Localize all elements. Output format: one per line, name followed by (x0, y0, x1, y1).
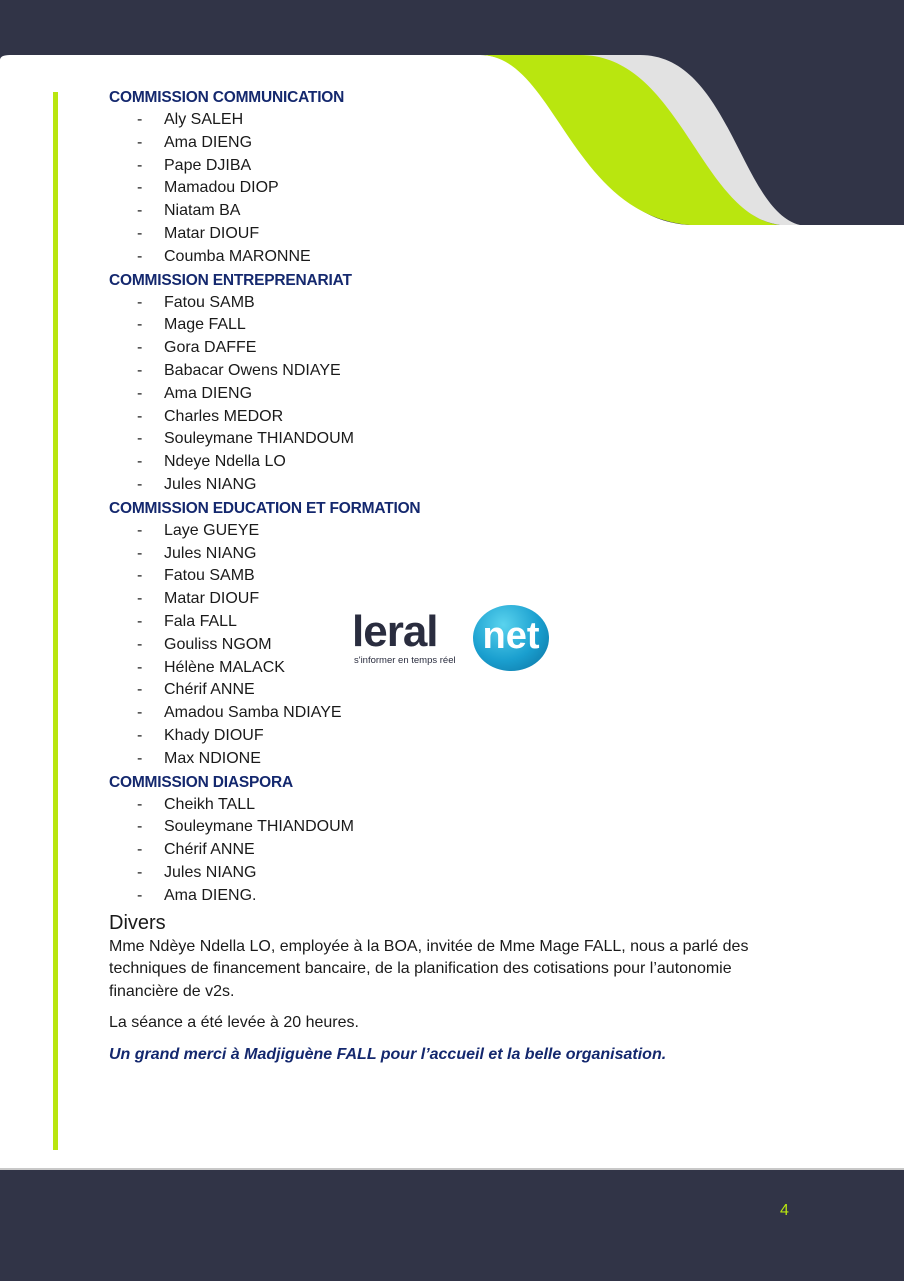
thanks-note: Un grand merci à Madjiguène FALL pour l’accueil et la belle organisation. (109, 1045, 667, 1063)
list-item (109, 292, 809, 315)
logo-brand-suffix: net (482, 615, 540, 657)
member-name: Mamadou DIOP (164, 179, 279, 197)
bullet-dash: - (137, 293, 143, 311)
bullet-dash: - (137, 704, 143, 722)
member-name: Max NDIONE (164, 749, 261, 767)
list-item (109, 816, 809, 839)
document-body (109, 86, 809, 1066)
list-item (109, 406, 809, 429)
list-item (109, 748, 809, 771)
list-item (109, 885, 809, 908)
member-name: Charles MEDOR (164, 407, 284, 425)
bullet-dash: - (137, 316, 143, 334)
list-item (109, 132, 809, 155)
bullet-dash: - (137, 590, 143, 608)
member-name: Laye GUEYE (164, 521, 260, 539)
section-entreprenariat (109, 269, 809, 497)
section-title: COMMISSION DIASPORA (109, 773, 293, 791)
member-name: Matar DIOUF (164, 590, 260, 608)
bullet-dash: - (137, 430, 143, 448)
list-item (109, 839, 809, 862)
bullet-dash: - (137, 658, 143, 676)
bullet-dash: - (137, 224, 143, 242)
list-item (109, 314, 809, 337)
member-name: Ama DIENG (164, 133, 253, 151)
bullet-dash: - (137, 567, 143, 585)
member-name: Hélène MALACK (164, 658, 285, 676)
member-name: Mage FALL (164, 316, 246, 334)
list-item (109, 794, 809, 817)
bullet-dash: - (137, 635, 143, 653)
left-accent-bar (53, 92, 58, 1150)
member-name: Ama DIENG. (164, 886, 257, 904)
list-item (109, 725, 809, 748)
list-item (109, 679, 809, 702)
member-name: Gouliss NGOM (164, 635, 272, 653)
bullet-dash: - (137, 453, 143, 471)
member-name: Niatam BA (164, 202, 241, 220)
member-name: Fatou SAMB (164, 567, 255, 585)
page-number: 4 (780, 1202, 789, 1219)
member-name: Souleymane THIANDOUM (164, 818, 354, 836)
list-item (109, 109, 809, 132)
bullet-dash: - (137, 818, 143, 836)
bullet-dash: - (137, 156, 143, 174)
member-list (109, 794, 809, 908)
bullet-dash: - (137, 475, 143, 493)
member-name: Gora DAFFE (164, 339, 257, 357)
list-item (109, 223, 809, 246)
list-item (109, 383, 809, 406)
section-title: COMMISSION ENTREPRENARIAT (109, 271, 352, 289)
bullet-dash: - (137, 384, 143, 402)
bullet-dash: - (137, 407, 143, 425)
list-item (109, 200, 809, 223)
member-name: Souleymane THIANDOUM (164, 430, 354, 448)
member-list (109, 109, 809, 269)
member-name: Chérif ANNE (164, 681, 255, 699)
bullet-dash: - (137, 361, 143, 379)
member-name: Fala FALL (164, 612, 237, 630)
list-item (109, 428, 809, 451)
bullet-dash: - (137, 521, 143, 539)
logo-tagline: s'informer en temps réel (354, 655, 456, 666)
member-name: Cheikh TALL (164, 795, 256, 813)
member-name: Jules NIANG (164, 544, 257, 562)
bullet-dash: - (137, 841, 143, 859)
member-name: Pape DJIBA (164, 156, 252, 174)
member-name: Ama DIENG (164, 384, 253, 402)
section-divers (109, 910, 809, 1066)
member-name: Amadou Samba NDIAYE (164, 704, 342, 722)
bullet-dash: - (137, 749, 143, 767)
list-item (109, 474, 809, 497)
list-item (109, 543, 809, 566)
list-item (109, 360, 809, 383)
bullet-dash: - (137, 111, 143, 128)
closing-sentence: La séance a été levée à 20 heures. (109, 1014, 359, 1031)
member-name: Khady DIOUF (164, 726, 264, 744)
list-item (109, 702, 809, 725)
member-name: Aly SALEH (164, 111, 244, 128)
list-item (109, 862, 809, 885)
bullet-dash: - (137, 179, 143, 197)
divers-heading: Divers (109, 911, 166, 934)
bullet-dash: - (137, 612, 143, 630)
list-item (109, 246, 809, 269)
leralnet-logo (352, 605, 552, 675)
section-communication (109, 86, 809, 269)
section-title: COMMISSION EDUCATION ET FORMATION (109, 499, 421, 517)
list-item (109, 565, 809, 588)
section-title: COMMISSION COMMUNICATION (109, 89, 345, 106)
bullet-dash: - (137, 202, 143, 220)
member-name: Babacar Owens NDIAYE (164, 361, 341, 379)
logo-brand-text: leral (352, 607, 438, 656)
member-name: Jules NIANG (164, 475, 257, 493)
member-name: Fatou SAMB (164, 293, 255, 311)
bullet-dash: - (137, 863, 143, 881)
bullet-dash: - (137, 339, 143, 357)
list-item (109, 337, 809, 360)
list-item (109, 155, 809, 178)
member-list (109, 292, 809, 497)
member-name: Coumba MARONNE (164, 247, 311, 265)
list-item (109, 177, 809, 200)
member-name: Ndeye Ndella LO (164, 453, 286, 471)
bullet-dash: - (137, 886, 143, 904)
section-diaspora (109, 771, 809, 908)
bullet-dash: - (137, 726, 143, 744)
divers-paragraph: Mme Ndèye Ndella LO, employée à la BOA, invitée de Mme Mage FALL, nous a parlé des techniques de financement bancaire, de la planification des cotisations pour l’autonomie financière de v2s. (109, 937, 749, 1000)
member-name: Chérif ANNE (164, 841, 255, 859)
bullet-dash: - (137, 544, 143, 562)
bullet-dash: - (137, 247, 143, 265)
list-item (109, 451, 809, 474)
bullet-dash: - (137, 681, 143, 699)
list-item (109, 520, 809, 543)
bullet-dash: - (137, 795, 143, 813)
footer-band (0, 1168, 904, 1281)
member-name: Matar DIOUF (164, 224, 260, 242)
member-name: Jules NIANG (164, 863, 257, 881)
bullet-dash: - (137, 133, 143, 151)
